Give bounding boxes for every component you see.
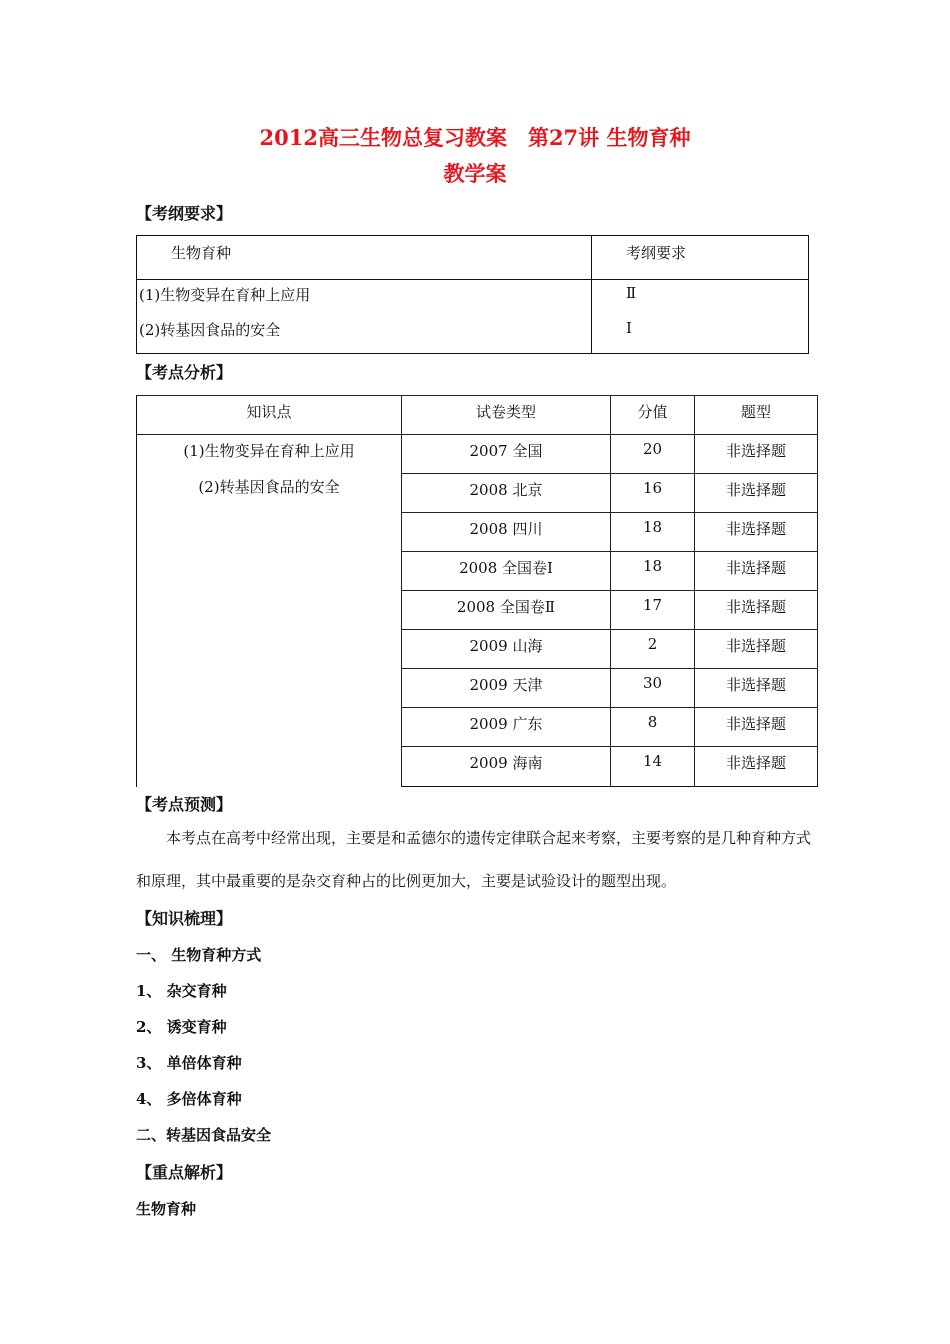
analysis-header-score: 分值 <box>611 396 695 435</box>
knowledge-point: (1)生物变异在育种上应用 <box>183 442 355 460</box>
score-cell: 18 <box>611 513 695 552</box>
paper-cell: 2008 全国卷Ⅱ <box>402 591 611 630</box>
paper-cell: 2009 天津 <box>402 669 611 708</box>
score-cell: 17 <box>611 591 695 630</box>
score-cell: 16 <box>611 474 695 513</box>
req-header-topic: 生物育种 <box>137 236 592 280</box>
type-cell: 非选择题 <box>695 747 818 787</box>
type-cell: 非选择题 <box>695 552 818 591</box>
outline-part1: 一、 生物育种方式 <box>136 946 262 964</box>
key-heading: 生物育种 <box>136 1200 197 1218</box>
knowledge-point: (2)转基因食品的安全 <box>198 478 340 496</box>
analysis-header-paper: 试卷类型 <box>402 396 611 435</box>
prediction-paragraph: 本考点在高考中经常出现，主要是和孟德尔的遗传定律联合起来考察，主要考察的是几种育种方式和原理，其中最重要的是杂交育种占的比例更加大，主要是试验设计的题型出现。 <box>136 829 812 890</box>
score-cell: 8 <box>611 708 695 747</box>
outline-item: 3、 单倍体育种 <box>136 1054 242 1072</box>
outline-item: 4、 多倍体育种 <box>136 1090 242 1108</box>
section-key-points: 【重点解析】 <box>136 1163 233 1182</box>
type-cell: 非选择题 <box>695 669 818 708</box>
analysis-header-type: 题型 <box>695 396 818 435</box>
type-cell: 非选择题 <box>695 591 818 630</box>
req-header-level: 考纲要求 <box>592 236 809 280</box>
paper-cell: 2007 全国 <box>402 435 611 474</box>
req-levels-cell <box>592 280 809 354</box>
type-cell: 非选择题 <box>695 474 818 513</box>
paper-cell: 2008 北京 <box>402 474 611 513</box>
type-cell: 非选择题 <box>695 630 818 669</box>
outline-item: 1、 杂交育种 <box>136 982 227 1000</box>
score-cell: 18 <box>611 552 695 591</box>
page-title: 2012高三生物总复习教案 第27讲 生物育种 <box>259 125 691 150</box>
paper-cell: 2008 四川 <box>402 513 611 552</box>
section-requirements: 【考纲要求】 <box>136 204 233 223</box>
req-items-cell <box>137 280 592 354</box>
type-cell: 非选择题 <box>695 513 818 552</box>
page-subtitle: 教学案 <box>443 161 507 186</box>
score-cell: 30 <box>611 669 695 708</box>
section-prediction: 【考点预测】 <box>136 795 233 814</box>
req-level: Ⅰ <box>626 319 632 337</box>
req-item: (1)生物变异在育种上应用 <box>139 286 311 304</box>
analysis-table <box>136 395 818 787</box>
outline-item: 2、 诱变育种 <box>136 1018 227 1036</box>
score-cell: 14 <box>611 747 695 787</box>
req-item: (2)转基因食品的安全 <box>139 321 281 339</box>
type-cell: 非选择题 <box>695 435 818 474</box>
section-analysis: 【考点分析】 <box>136 363 233 382</box>
score-cell: 2 <box>611 630 695 669</box>
analysis-header-knowledge: 知识点 <box>137 396 402 435</box>
req-level: Ⅱ <box>626 284 637 302</box>
paper-cell: 2009 广东 <box>402 708 611 747</box>
knowledge-points-cell <box>137 435 402 787</box>
section-knowledge: 【知识梳理】 <box>136 909 233 928</box>
type-cell: 非选择题 <box>695 708 818 747</box>
outline-part2: 二、转基因食品安全 <box>136 1126 272 1144</box>
score-cell: 20 <box>611 435 695 474</box>
paper-cell: 2008 全国卷Ⅰ <box>402 552 611 591</box>
paper-cell: 2009 山海 <box>402 630 611 669</box>
requirements-table <box>136 235 809 354</box>
paper-cell: 2009 海南 <box>402 747 611 787</box>
